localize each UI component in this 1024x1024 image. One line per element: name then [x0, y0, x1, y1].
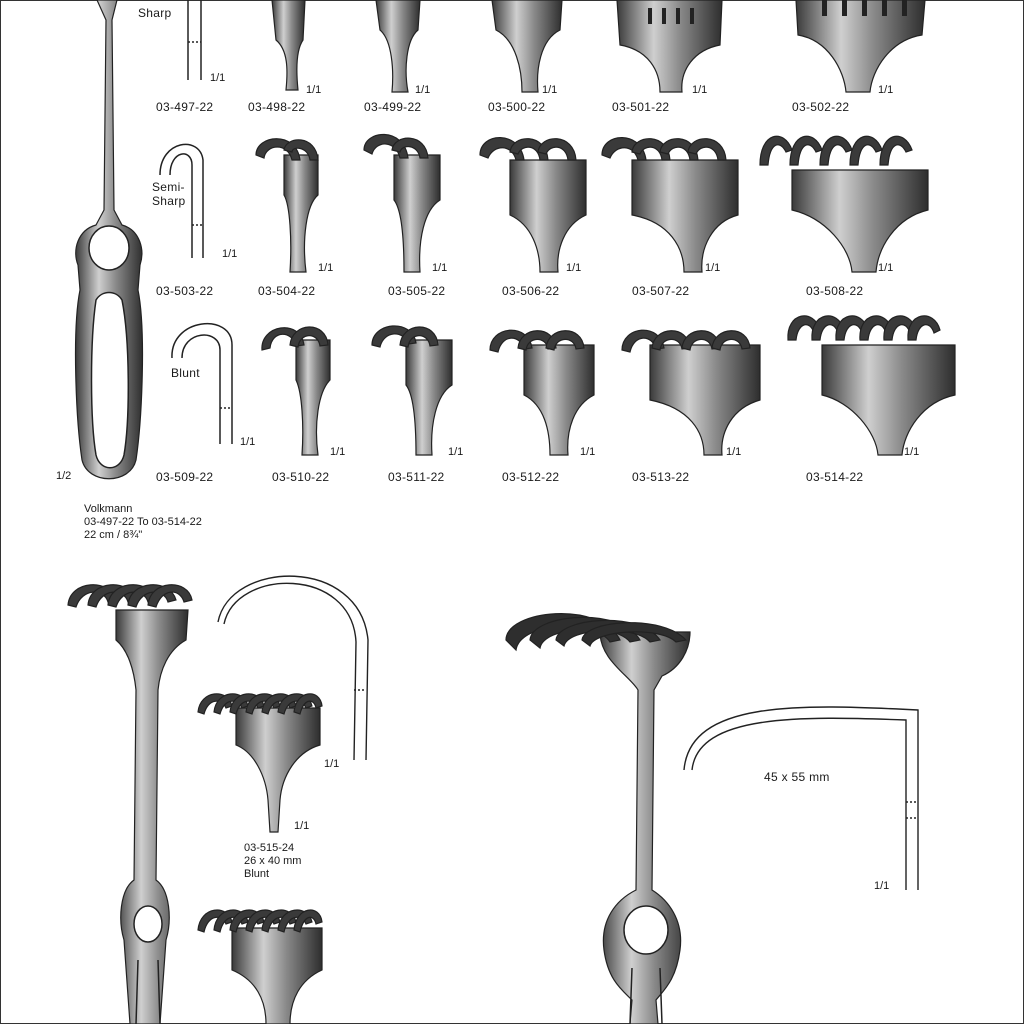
scale-label: 1/1 [566, 262, 582, 274]
scale-label: 1/1 [904, 446, 920, 458]
product-code: 03-506-22 [502, 284, 560, 298]
scale-label: 1/1 [448, 446, 464, 458]
item-515-description [244, 842, 301, 881]
scale-label: 1/1 [222, 248, 238, 260]
scale-label: 1/1 [318, 262, 334, 274]
scale-label: 1/1 [542, 84, 558, 96]
product-code: 03-499-22 [364, 100, 422, 114]
product-code: 03-510-22 [272, 470, 330, 484]
rake-tip-516 [198, 910, 322, 1024]
scale-label: 1/1 [210, 72, 226, 84]
scale-label: 1/1 [874, 880, 890, 892]
hook-profile-large [684, 707, 918, 890]
rake-tip-row3 [262, 316, 955, 455]
tip-type-semi-sharp-line1: Semi- [152, 180, 185, 194]
product-code: 03-498-22 [248, 100, 306, 114]
scale-label: 1/1 [878, 262, 894, 274]
large-rake-dimensions: 45 x 55 mm [764, 770, 830, 784]
product-tip-type: Blunt [244, 868, 270, 880]
instrument-name: Volkmann [84, 503, 133, 515]
scale-label: 1/1 [432, 262, 448, 274]
instrument-code-range: 03-497-22 To 03-514-22 [84, 516, 202, 528]
tip-type-semi-sharp-line2: Sharp [152, 194, 186, 208]
product-code: 03-500-22 [488, 100, 546, 114]
scale-label: 1/1 [240, 436, 256, 448]
product-code: 03-515-24 [244, 842, 295, 854]
scale-label: 1/1 [692, 84, 708, 96]
scale-label-half: 1/2 [56, 470, 72, 482]
scale-label: 1/1 [415, 84, 431, 96]
scale-label: 1/1 [306, 84, 322, 96]
product-code: 03-501-22 [612, 100, 670, 114]
scale-label: 1/1 [324, 758, 340, 770]
product-code: 03-504-22 [258, 284, 316, 298]
product-code: 03-505-22 [388, 284, 446, 298]
scale-label: 1/1 [330, 446, 346, 458]
hook-profile-blunt [172, 324, 232, 444]
product-dimensions: 26 x 40 mm [244, 855, 302, 867]
large-rake-instrument [506, 614, 690, 1024]
product-code: 03-507-22 [632, 284, 690, 298]
instrument-description [84, 503, 202, 542]
product-code: 03-508-22 [806, 284, 864, 298]
instrument-size: 22 cm / 8¾" [84, 529, 143, 541]
scale-label: 1/1 [726, 446, 742, 458]
product-code: 03-509-22 [156, 470, 214, 484]
product-code: 03-503-22 [156, 284, 214, 298]
rake-tip-515 [198, 694, 322, 832]
product-code: 03-512-22 [502, 470, 560, 484]
product-code: 03-514-22 [806, 470, 864, 484]
volkmann-handle [76, 0, 143, 479]
scale-label: 1/1 [878, 84, 894, 96]
scale-label: 1/1 [294, 820, 310, 832]
product-code: 03-497-22 [156, 100, 214, 114]
hook-profile-sharp [188, 0, 201, 80]
rake-515-instrument [68, 585, 192, 1024]
tip-type-blunt: Blunt [171, 366, 200, 380]
product-code: 03-513-22 [632, 470, 690, 484]
scale-label: 1/1 [580, 446, 596, 458]
product-code: 03-511-22 [388, 470, 445, 484]
product-code: 03-502-22 [792, 100, 850, 114]
rake-tip-row1 [272, 0, 925, 92]
tip-type-sharp: Sharp [138, 6, 172, 20]
scale-label: 1/1 [705, 262, 721, 274]
rake-tip-row2 [256, 134, 928, 272]
